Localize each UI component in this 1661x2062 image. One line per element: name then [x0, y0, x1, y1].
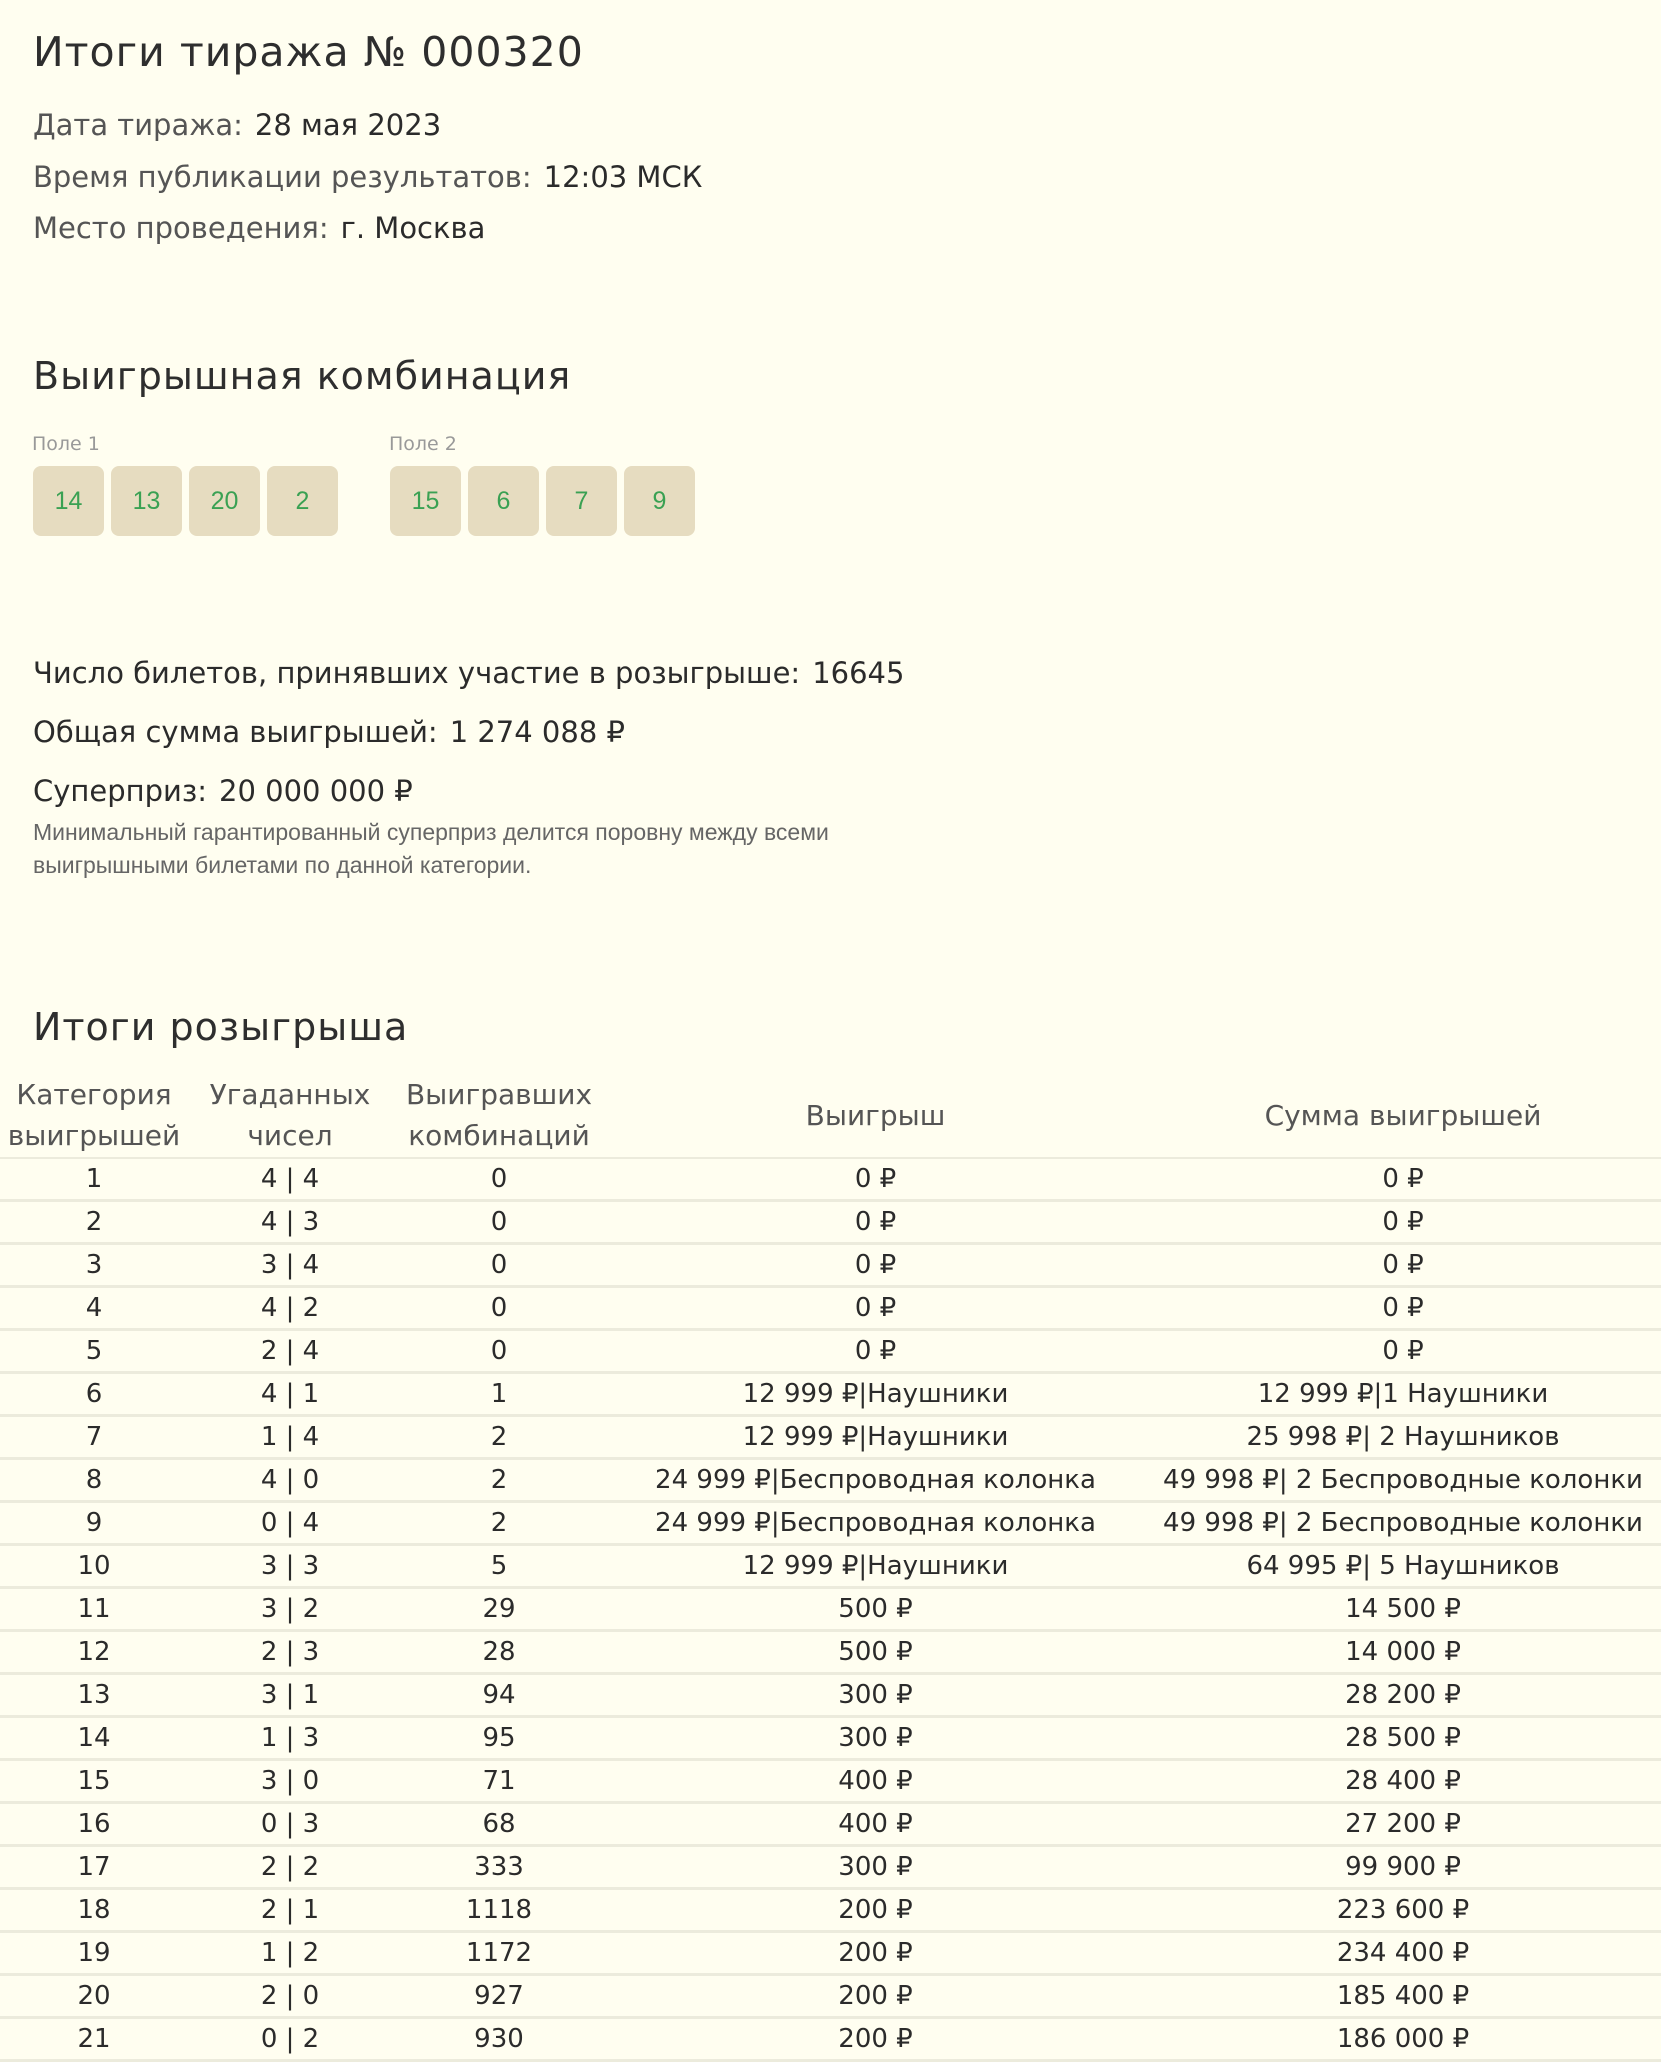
table-row — [0, 1631, 1661, 1674]
guessed-cell: 1 | 4 — [188, 1416, 392, 1459]
category-cell: 9 — [0, 1502, 188, 1545]
prize-cell: 200 ₽ — [606, 1889, 1145, 1932]
table-row — [0, 1502, 1661, 1545]
total-cell: 64 995 ₽| 5 Наушников — [1145, 1545, 1661, 1588]
field1-ball: 13 — [111, 466, 182, 536]
total-cell: 28 400 ₽ — [1145, 1760, 1661, 1803]
publication-time-value: 12:03 МСК — [543, 160, 703, 194]
guessed-cell: 4 | 4 — [188, 1158, 392, 1201]
category-cell: 10 — [0, 1545, 188, 1588]
superprize-value: 20 000 000 ₽ — [219, 774, 413, 808]
total-cell: 28 500 ₽ — [1145, 1717, 1661, 1760]
guessed-cell: 4 | 2 — [188, 1287, 392, 1330]
combos-cell: 930 — [392, 2018, 606, 2061]
guessed-cell: 0 | 3 — [188, 1803, 392, 1846]
prize-cell: 24 999 ₽|Беспроводная колонка — [606, 1502, 1145, 1545]
prize-cell: 400 ₽ — [606, 1760, 1145, 1803]
total-cell: 28 200 ₽ — [1145, 1674, 1661, 1717]
guessed-cell: 3 | 1 — [188, 1674, 392, 1717]
table-row — [0, 1373, 1661, 1416]
total-cell: 185 400 ₽ — [1145, 1975, 1661, 2018]
total-cell: 99 900 ₽ — [1145, 1846, 1661, 1889]
category-cell: 12 — [0, 1631, 188, 1674]
guessed-cell: 2 | 2 — [188, 1846, 392, 1889]
tickets-count-row — [33, 656, 904, 690]
superprize-note — [33, 816, 933, 882]
total-winnings-label: Общая сумма выигрышей: — [33, 715, 438, 749]
prize-cell: 400 ₽ — [606, 1803, 1145, 1846]
header-combos: Выигравших комбинаций — [392, 1073, 606, 1158]
winning-combination-title: Выигрышная комбинация — [33, 354, 572, 398]
total-cell: 49 998 ₽| 2 Беспроводные колонки — [1145, 1459, 1661, 1502]
draw-date-row — [33, 108, 441, 142]
category-cell: 1 — [0, 1158, 188, 1201]
category-cell: 11 — [0, 1588, 188, 1631]
category-cell: 3 — [0, 1244, 188, 1287]
combos-cell: 1 — [392, 1373, 606, 1416]
total-cell: 0 ₽ — [1145, 1330, 1661, 1373]
table-row — [0, 1674, 1661, 1717]
draw-date-label: Дата тиража: — [33, 108, 243, 142]
table-row — [0, 1158, 1661, 1201]
combos-cell: 29 — [392, 1588, 606, 1631]
combos-cell: 0 — [392, 1201, 606, 1244]
header-category: Категория выигрышей — [0, 1073, 188, 1158]
combos-cell: 68 — [392, 1803, 606, 1846]
combos-cell: 0 — [392, 1158, 606, 1201]
table-row — [0, 1244, 1661, 1287]
total-cell: 0 ₽ — [1145, 1158, 1661, 1201]
category-cell: 18 — [0, 1889, 188, 1932]
results-header-row — [0, 1073, 1661, 1158]
draw-place-value: г. Москва — [340, 211, 486, 245]
guessed-cell: 3 | 0 — [188, 1760, 392, 1803]
publication-time-label: Время публикации результатов: — [33, 160, 532, 194]
table-row — [0, 1803, 1661, 1846]
guessed-cell: 3 | 2 — [188, 1588, 392, 1631]
table-row — [0, 1459, 1661, 1502]
guessed-cell: 1 | 3 — [188, 1717, 392, 1760]
combos-cell: 0 — [392, 1287, 606, 1330]
superprize-label: Суперприз: — [33, 774, 208, 808]
table-row — [0, 1975, 1661, 2018]
category-cell: 13 — [0, 1674, 188, 1717]
total-cell: 223 600 ₽ — [1145, 1889, 1661, 1932]
draw-date-value: 28 мая 2023 — [254, 108, 442, 142]
category-cell: 21 — [0, 2018, 188, 2061]
table-row — [0, 1889, 1661, 1932]
category-cell: 20 — [0, 1975, 188, 2018]
header-prize: Выигрыш — [606, 1073, 1145, 1158]
prize-cell: 300 ₽ — [606, 1674, 1145, 1717]
table-row — [0, 2018, 1661, 2061]
guessed-cell: 3 | 4 — [188, 1244, 392, 1287]
guessed-cell: 2 | 0 — [188, 1975, 392, 2018]
category-cell: 6 — [0, 1373, 188, 1416]
category-cell: 19 — [0, 1932, 188, 1975]
results-table — [0, 1073, 1661, 2062]
total-winnings-row — [33, 715, 625, 749]
field2-label: Поле 2 — [389, 433, 457, 455]
table-row — [0, 1760, 1661, 1803]
combos-cell: 333 — [392, 1846, 606, 1889]
total-cell: 234 400 ₽ — [1145, 1932, 1661, 1975]
combos-cell: 5 — [392, 1545, 606, 1588]
tickets-count-label: Число билетов, принявших участие в розыгрыше: — [33, 656, 801, 690]
field1-ball: 14 — [33, 466, 104, 536]
publication-time-row — [33, 160, 702, 194]
prize-cell: 300 ₽ — [606, 1717, 1145, 1760]
prize-cell: 12 999 ₽|Наушники — [606, 1545, 1145, 1588]
combos-cell: 71 — [392, 1760, 606, 1803]
combos-cell: 95 — [392, 1717, 606, 1760]
prize-cell: 500 ₽ — [606, 1588, 1145, 1631]
category-cell: 16 — [0, 1803, 188, 1846]
table-row — [0, 1846, 1661, 1889]
total-cell: 14 000 ₽ — [1145, 1631, 1661, 1674]
table-row — [0, 1201, 1661, 1244]
total-cell: 14 500 ₽ — [1145, 1588, 1661, 1631]
total-cell: 186 000 ₽ — [1145, 2018, 1661, 2061]
category-cell: 8 — [0, 1459, 188, 1502]
guessed-cell: 2 | 4 — [188, 1330, 392, 1373]
results-title: Итоги розыгрыша — [33, 1005, 409, 1049]
table-row — [0, 1932, 1661, 1975]
combos-cell: 0 — [392, 1330, 606, 1373]
combos-cell: 1172 — [392, 1932, 606, 1975]
prize-cell: 0 ₽ — [606, 1330, 1145, 1373]
combos-cell: 2 — [392, 1459, 606, 1502]
category-cell: 17 — [0, 1846, 188, 1889]
field2-ball: 6 — [468, 466, 539, 536]
guessed-cell: 0 | 4 — [188, 1502, 392, 1545]
guessed-cell: 0 | 2 — [188, 2018, 392, 2061]
category-cell: 7 — [0, 1416, 188, 1459]
combos-cell: 2 — [392, 1416, 606, 1459]
table-row — [0, 1545, 1661, 1588]
combos-cell: 927 — [392, 1975, 606, 2018]
category-cell: 2 — [0, 1201, 188, 1244]
guessed-cell: 2 | 1 — [188, 1889, 392, 1932]
prize-cell: 500 ₽ — [606, 1631, 1145, 1674]
field2-ball: 9 — [624, 466, 695, 536]
category-cell: 14 — [0, 1717, 188, 1760]
prize-cell: 200 ₽ — [606, 1975, 1145, 2018]
tickets-count-value: 16645 — [812, 656, 905, 690]
prize-cell: 24 999 ₽|Беспроводная колонка — [606, 1459, 1145, 1502]
total-cell: 49 998 ₽| 2 Беспроводные колонки — [1145, 1502, 1661, 1545]
guessed-cell: 4 | 1 — [188, 1373, 392, 1416]
combos-cell: 1118 — [392, 1889, 606, 1932]
total-cell: 0 ₽ — [1145, 1201, 1661, 1244]
page-title: Итоги тиража № 000320 — [33, 28, 584, 76]
prize-cell: 0 ₽ — [606, 1158, 1145, 1201]
field2-ball: 15 — [390, 466, 461, 536]
superprize-row — [33, 774, 413, 808]
prize-cell: 200 ₽ — [606, 2018, 1145, 2061]
prize-cell: 12 999 ₽|Наушники — [606, 1373, 1145, 1416]
field2-ball: 7 — [546, 466, 617, 536]
combos-cell: 94 — [392, 1674, 606, 1717]
header-guessed: Угаданных чисел — [188, 1073, 392, 1158]
guessed-cell: 2 | 3 — [188, 1631, 392, 1674]
combos-cell: 0 — [392, 1244, 606, 1287]
total-winnings-value: 1 274 088 ₽ — [449, 715, 625, 749]
field1-ball: 2 — [267, 466, 338, 536]
guessed-cell: 4 | 0 — [188, 1459, 392, 1502]
combos-cell: 2 — [392, 1502, 606, 1545]
draw-place-label: Место проведения: — [33, 211, 329, 245]
category-cell: 5 — [0, 1330, 188, 1373]
superprize-note-line: Минимальный гарантированный суперприз делится поровну между всеми — [33, 819, 829, 845]
combos-cell: 28 — [392, 1631, 606, 1674]
category-cell: 4 — [0, 1287, 188, 1330]
draw-place-row — [33, 211, 485, 245]
total-cell: 12 999 ₽|1 Наушники — [1145, 1373, 1661, 1416]
total-cell: 0 ₽ — [1145, 1244, 1661, 1287]
field1-label: Поле 1 — [32, 433, 100, 455]
table-row — [0, 1287, 1661, 1330]
table-row — [0, 1588, 1661, 1631]
table-row — [0, 1330, 1661, 1373]
guessed-cell: 4 | 3 — [188, 1201, 392, 1244]
prize-cell: 300 ₽ — [606, 1846, 1145, 1889]
total-cell: 25 998 ₽| 2 Наушников — [1145, 1416, 1661, 1459]
field1-ball: 20 — [189, 466, 260, 536]
table-row — [0, 1717, 1661, 1760]
table-row — [0, 1416, 1661, 1459]
prize-cell: 200 ₽ — [606, 1932, 1145, 1975]
category-cell: 15 — [0, 1760, 188, 1803]
guessed-cell: 3 | 3 — [188, 1545, 392, 1588]
prize-cell: 0 ₽ — [606, 1244, 1145, 1287]
prize-cell: 0 ₽ — [606, 1201, 1145, 1244]
prize-cell: 0 ₽ — [606, 1287, 1145, 1330]
superprize-note-line: выигрышными билетами по данной категории. — [33, 852, 532, 878]
header-total: Сумма выигрышей — [1145, 1073, 1661, 1158]
prize-cell: 12 999 ₽|Наушники — [606, 1416, 1145, 1459]
total-cell: 27 200 ₽ — [1145, 1803, 1661, 1846]
guessed-cell: 1 | 2 — [188, 1932, 392, 1975]
results-body — [0, 1158, 1661, 2061]
total-cell: 0 ₽ — [1145, 1287, 1661, 1330]
